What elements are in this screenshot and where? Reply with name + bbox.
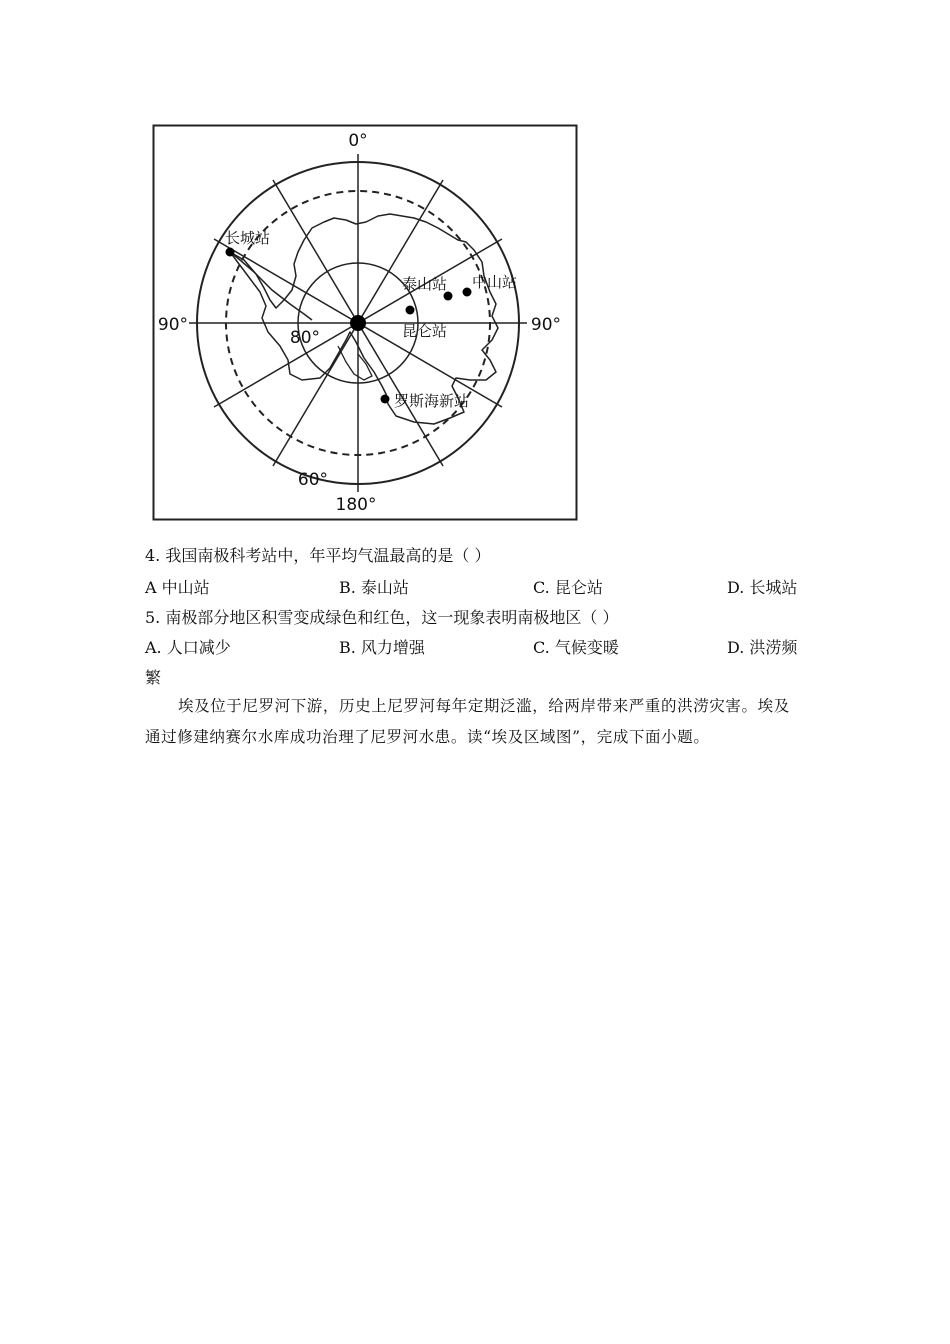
zhongshan-dot (463, 288, 472, 297)
question-4-option-c: C. 昆仑站 (533, 578, 603, 597)
question-5-option-c: C. 气候变暖 (533, 638, 619, 657)
station-label-changcheng: 长城站 (225, 229, 271, 247)
question-4-option-d: D. 长城站 (727, 578, 798, 597)
question-4-option-a: A 中山站 (145, 578, 210, 597)
changcheng-dot (226, 248, 235, 257)
question-5-option-d-wrap: 繁 (145, 668, 162, 687)
station-label-zhongshan: 中山站 (472, 273, 518, 291)
label-0: 0° (348, 131, 368, 151)
question-4-option-b: B. 泰山站 (339, 578, 409, 597)
station-label-taishan: 泰山站 (402, 275, 448, 293)
question-5-option-b: B. 风力增强 (339, 638, 425, 657)
kunlun-dot (406, 306, 415, 315)
station-label-luosihai: 罗斯海新站 (394, 392, 470, 410)
question-5-option-d: D. 洪涝频 (727, 638, 798, 657)
question-5-option-a: A. 人口减少 (145, 638, 231, 657)
label-180: 180° (335, 495, 377, 515)
antarctica-map (152, 124, 578, 521)
question-5-stem: 5. 南极部分地区积雪变成绿色和红色，这一现象表明南极地区（ ） (145, 608, 619, 627)
south-pole-dot (350, 315, 366, 331)
label-60: 60° (297, 470, 329, 490)
luosihai-dot (381, 395, 390, 404)
label-80: 80° (289, 328, 321, 348)
egypt-passage: 埃及位于尼罗河下游，历史上尼罗河每年定期泛滥，给两岸带来严重的洪涝灾害。埃及通过修建纳赛尔水库成功治理了尼罗河水患。读“埃及区域图”，完成下面小题。 (145, 697, 790, 746)
label-90-right: 90° (530, 315, 562, 335)
station-label-kunlun: 昆仑站 (402, 322, 448, 340)
question-4-stem: 4. 我国南极科考站中，年平均气温最高的是（ ） (145, 546, 491, 565)
label-90-left: 90° (157, 315, 189, 335)
